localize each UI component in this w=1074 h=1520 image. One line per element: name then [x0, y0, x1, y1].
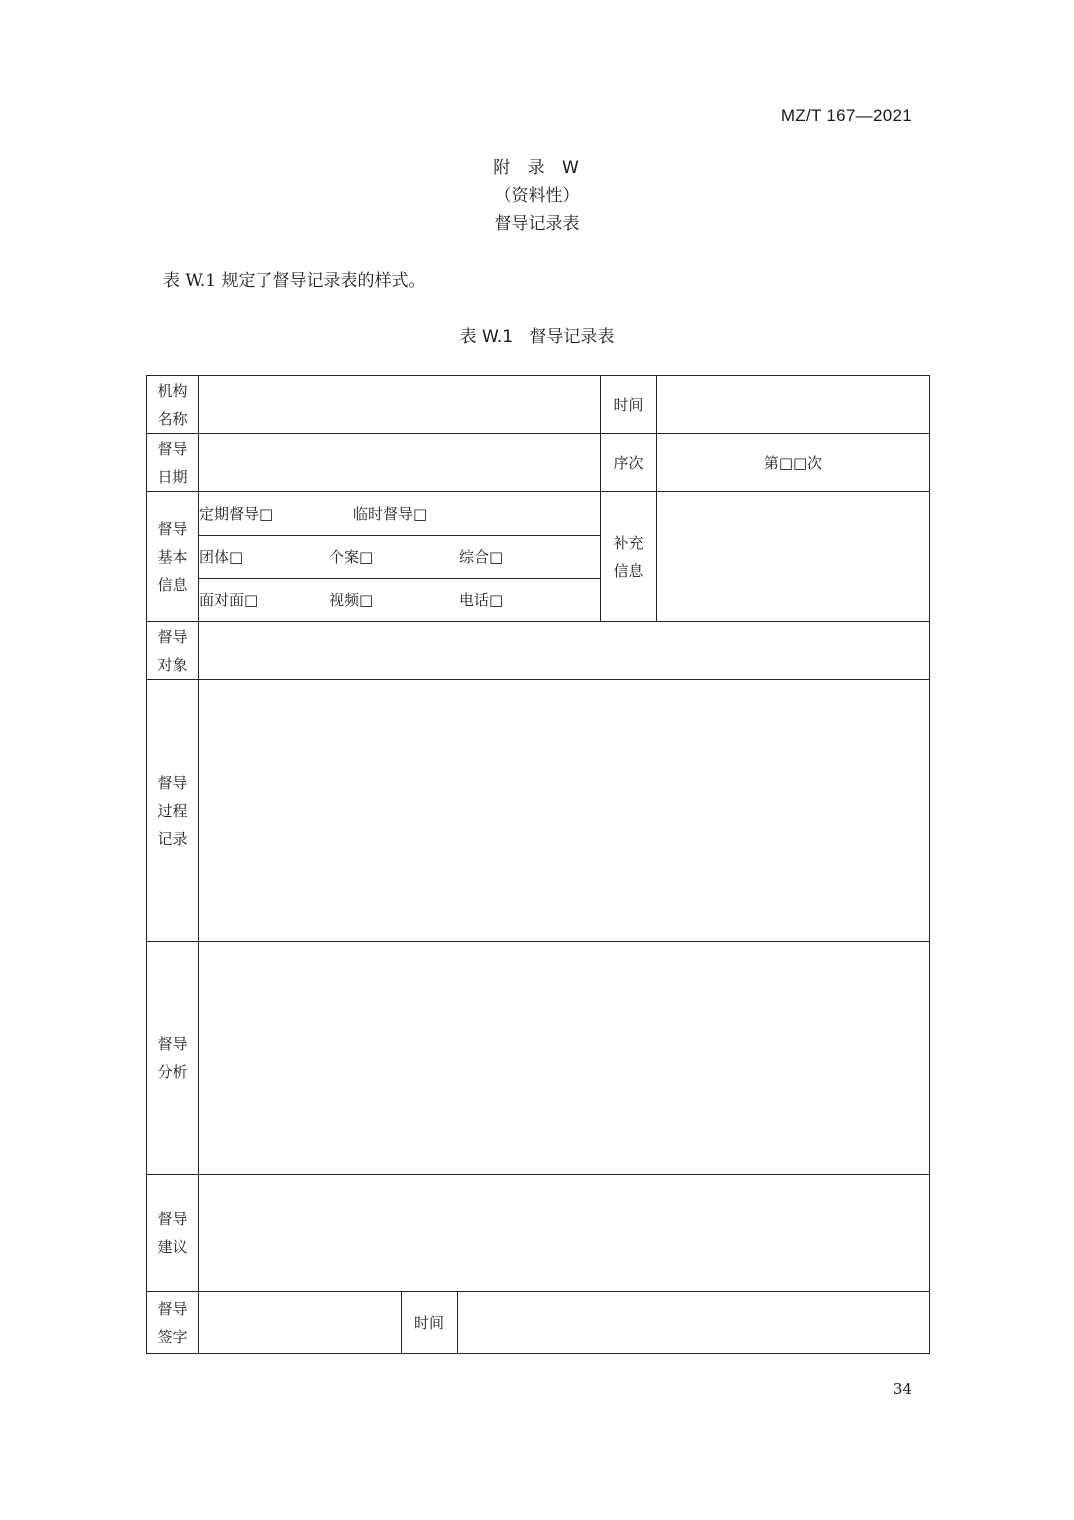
label-org-name: 机构 名称: [147, 376, 199, 434]
appendix-title: 附 录 W: [493, 158, 581, 178]
date-field[interactable]: [199, 434, 601, 492]
label-target: 督导 对象: [147, 622, 199, 680]
label-signature: 督导 签字: [147, 1292, 199, 1354]
label-time: 时间: [601, 376, 657, 434]
label-date: 督导 日期: [147, 434, 199, 492]
intro-text: 表 W.1 规定了督导记录表的样式。: [163, 271, 426, 291]
option-face-to-face[interactable]: 面对面□: [199, 591, 259, 610]
supervision-record-form: [146, 375, 930, 1354]
page-number: 34: [892, 1380, 912, 1398]
option-phone[interactable]: 电话□: [459, 591, 504, 610]
label-supplement: 补充 信息: [601, 492, 657, 622]
table-caption: 表 W.1 督导记录表: [459, 327, 615, 347]
org-name-field[interactable]: [199, 376, 601, 434]
option-group[interactable]: 团体□: [199, 548, 244, 566]
standard-code: MZ/T 167—2021: [780, 106, 912, 125]
option-scheduled[interactable]: 定期督导□: [199, 504, 274, 523]
basic-info-options: [199, 492, 600, 621]
appendix-name: 督导记录表: [494, 214, 580, 234]
appendix-nature: （资料性）: [494, 186, 580, 206]
label-analysis: 督导 分析: [147, 942, 199, 1175]
supplement-field[interactable]: [657, 492, 930, 622]
label-basic-info: 督导 基本 信息: [147, 492, 199, 622]
analysis-field[interactable]: [199, 942, 930, 1175]
label-process: 督导 过程 记录: [147, 680, 199, 942]
option-temporary[interactable]: 临时督导□: [353, 504, 428, 523]
label-sequence: 序次: [601, 434, 657, 492]
time-field[interactable]: [657, 376, 930, 434]
signature-field[interactable]: [199, 1292, 401, 1353]
target-field[interactable]: [199, 622, 930, 680]
label-advice: 督导 建议: [147, 1175, 199, 1292]
option-video[interactable]: 视频□: [329, 591, 374, 610]
process-field[interactable]: [199, 680, 930, 942]
label-sign-time: 时间: [401, 1292, 457, 1353]
option-case[interactable]: 个案□: [329, 548, 374, 566]
sequence-field[interactable]: 第□□次: [657, 434, 930, 492]
signature-row: [199, 1292, 929, 1353]
sign-time-field[interactable]: [457, 1292, 929, 1353]
advice-field[interactable]: [199, 1175, 930, 1292]
option-combined[interactable]: 综合□: [459, 548, 504, 566]
